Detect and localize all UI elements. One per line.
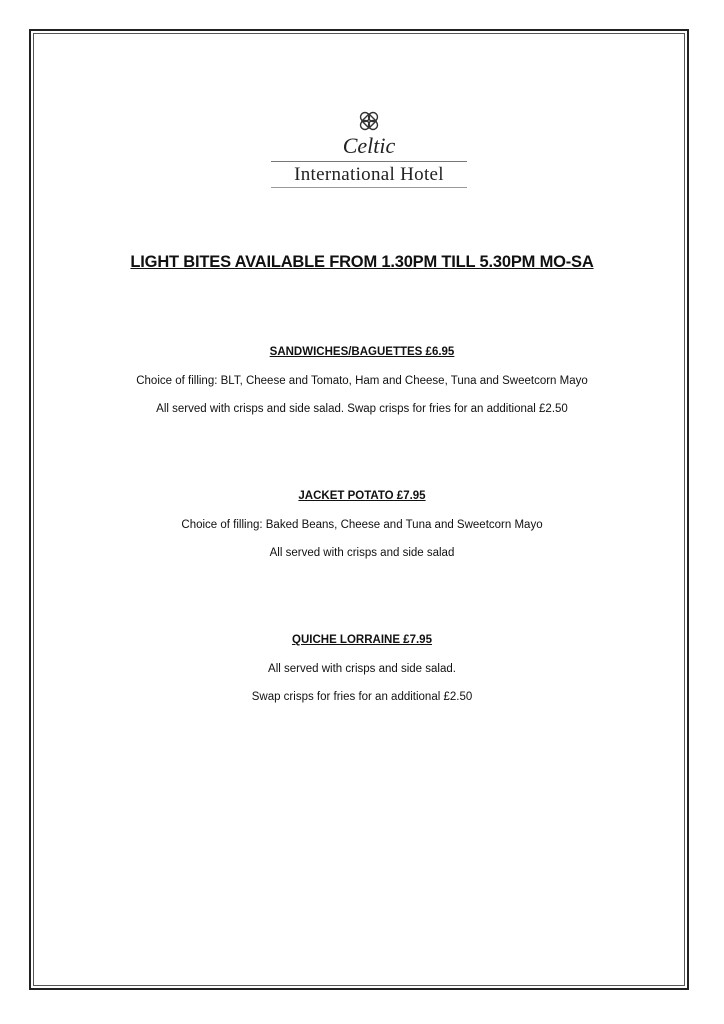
section-line-jacket-served: All served with crisps and side salad: [269, 547, 455, 559]
section-title-sandwiches: SANDWICHES/BAGUETTES £6.95: [269, 346, 455, 358]
page-title: LIGHT BITES AVAILABLE FROM 1.30PM TILL 5.30PM MO-SA: [130, 253, 594, 271]
hotel-logo: [266, 110, 472, 196]
celtic-knot-icon: [358, 110, 380, 132]
section-line-jacket-fillings: Choice of filling: Baked Beans, Cheese and Tuna and Sweetcorn Mayo: [181, 519, 543, 531]
logo-rule-bottom: [271, 187, 467, 188]
logo-rule: [271, 161, 467, 162]
section-line-quiche-swap: Swap crisps for fries for an additional £2.50: [251, 691, 473, 703]
section-title-jacket-potato: JACKET POTATO £7.95: [298, 490, 426, 502]
section-title-quiche: QUICHE LORRAINE £7.95: [292, 634, 432, 646]
logo-subtitle: International Hotel: [294, 164, 444, 185]
logo-name: Celtic: [342, 133, 396, 158]
section-line-quiche-served: All served with crisps and side salad.: [268, 663, 456, 675]
section-line-sandwiches-fillings: Choice of filling: BLT, Cheese and Tomato, Ham and Cheese, Tuna and Sweetcorn Mayo: [136, 375, 588, 387]
section-line-sandwiches-served: All served with crisps and side salad. Swap crisps for fries for an additional £2.50: [156, 403, 568, 415]
